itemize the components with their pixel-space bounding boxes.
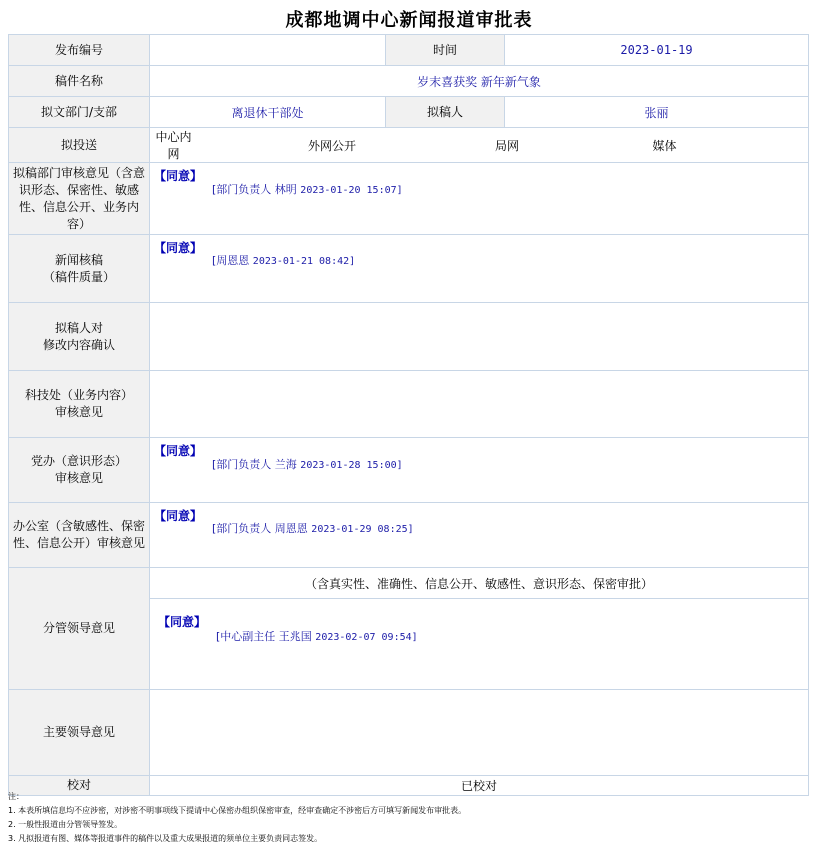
- target-option-media[interactable]: 媒体: [652, 138, 677, 153]
- tech-review-label-1: 科技处（业务内容）: [24, 388, 133, 402]
- proofread-label: 校对: [9, 776, 150, 796]
- target-options: [150, 128, 809, 163]
- office-review-label: 办公室（含敏感性、保密性、信息公开）审核意见: [9, 503, 150, 568]
- row-drafter-confirm: [9, 303, 809, 371]
- target-option-public[interactable]: 外网公开: [307, 138, 356, 153]
- news-check-label: [9, 235, 150, 303]
- drafter-value[interactable]: 张丽: [505, 97, 809, 128]
- news-check-signer: [周恩恩: [212, 254, 250, 267]
- office-review-opinion[interactable]: [150, 503, 809, 568]
- leader-review-label: 分管领导意见: [9, 568, 150, 690]
- tech-review-opinion[interactable]: [150, 371, 809, 438]
- dept-label: 拟文部门/支部: [9, 97, 150, 128]
- row-article-name: [9, 66, 809, 97]
- row-number-time: [9, 35, 809, 66]
- drafter-label: 拟稿人: [386, 97, 505, 128]
- leader-review-date: 2023-02-07 09:54]: [315, 632, 418, 643]
- news-check-label-2: （稿件质量）: [42, 269, 115, 284]
- time-label: 时间: [386, 35, 505, 66]
- drafter-confirm-opinion[interactable]: [150, 303, 809, 371]
- main-leader-opinion[interactable]: [150, 690, 809, 776]
- note-item-3: 3. 凡拟报道有图、媒体等报道事件的稿件以及重大成果报道的须单位主要负责同志签发。: [8, 834, 323, 843]
- row-dept-review: [9, 163, 809, 235]
- form-title: 成都地调中心新闻报道审批表: [285, 10, 533, 31]
- form-notes: [8, 790, 466, 846]
- dept-review-signer: [部门负责人 林明: [212, 183, 297, 196]
- number-value[interactable]: [150, 35, 386, 66]
- note-item-2: 2. 一般性报道由分管领导签发。: [8, 820, 123, 829]
- leader-review-scope: （含真实性、准确性、信息公开、敏感性、意识形态、保密审批）: [150, 568, 808, 599]
- time-value[interactable]: 2023-01-19: [505, 35, 809, 66]
- dept-review-opinion[interactable]: [150, 163, 809, 235]
- target-option-intranet[interactable]: 中心内网: [155, 130, 192, 161]
- row-main-leader: [9, 690, 809, 776]
- article-name-label: 稿件名称: [9, 66, 150, 97]
- number-label: 发布编号: [9, 35, 150, 66]
- tech-review-label-2: 审核意见: [54, 405, 103, 419]
- leader-review-signer: [中心副主任 王兆国: [216, 630, 312, 643]
- drafter-confirm-label-2: 修改内容确认: [42, 337, 115, 352]
- drafter-confirm-label: [9, 303, 150, 371]
- approval-table: [8, 34, 809, 796]
- party-review-date: 2023-01-28 15:00]: [300, 460, 403, 471]
- news-check-status: 【同意】: [154, 241, 203, 255]
- dept-value[interactable]: 离退休干部处: [150, 97, 386, 128]
- party-review-label: [9, 438, 150, 503]
- party-review-opinion[interactable]: [150, 438, 809, 503]
- row-leader-review: [9, 568, 809, 690]
- target-label: 拟投送: [9, 128, 150, 163]
- row-tech-review: [9, 371, 809, 438]
- news-check-signature: [212, 252, 355, 268]
- news-check-date: 2023-01-21 08:42]: [252, 256, 356, 267]
- row-dept-drafter: [9, 97, 809, 128]
- tech-review-label: [9, 371, 150, 438]
- notes-heading: 注：: [8, 792, 24, 801]
- dept-review-date: 2023-01-20 15:07]: [300, 185, 403, 196]
- leader-review-status: 【同意】: [158, 615, 207, 629]
- row-office-review: [9, 503, 809, 568]
- drafter-confirm-label-1: 拟稿人对: [54, 320, 103, 335]
- target-option-bureau[interactable]: 局网: [494, 138, 519, 153]
- office-review-date: 2023-01-29 08:25]: [311, 524, 414, 535]
- main-leader-label: 主要领导意见: [9, 690, 150, 776]
- office-review-status: 【同意】: [154, 509, 203, 523]
- row-target: [9, 128, 809, 163]
- office-review-signature: [212, 520, 414, 536]
- row-party-review: [9, 438, 809, 503]
- note-item-1: 1. 本表所填信息均不应涉密，对涉密不明事项线下提请中心保密办组织保密审查，经审查确定不涉密后方可填写新闻发布审批表。: [8, 806, 467, 815]
- party-review-label-2: 审核意见: [54, 471, 103, 485]
- proofread-value[interactable]: 已校对: [150, 776, 809, 796]
- party-review-signer: [部门负责人 兰海: [212, 458, 297, 471]
- leader-review-cell: [150, 568, 809, 690]
- dept-review-status: 【同意】: [154, 169, 203, 183]
- dept-review-label: 拟稿部门审核意见（含意识形态、保密性、敏感性、信息公开、业务内容）: [9, 163, 150, 235]
- party-review-label-1: 党办（意识形态）: [30, 454, 127, 468]
- dept-review-signature: [212, 181, 403, 197]
- row-news-check: [9, 235, 809, 303]
- party-review-status: 【同意】: [154, 444, 203, 458]
- leader-review-opinion[interactable]: [150, 599, 808, 689]
- party-review-signature: [212, 456, 403, 472]
- news-check-label-1: 新闻核稿: [54, 252, 103, 267]
- leader-review-signature: [216, 628, 418, 644]
- news-check-opinion[interactable]: [150, 235, 809, 303]
- office-review-signer: [部门负责人 周恩恩: [212, 522, 308, 535]
- article-name-value[interactable]: 岁末喜获奖 新年新气象: [150, 66, 809, 97]
